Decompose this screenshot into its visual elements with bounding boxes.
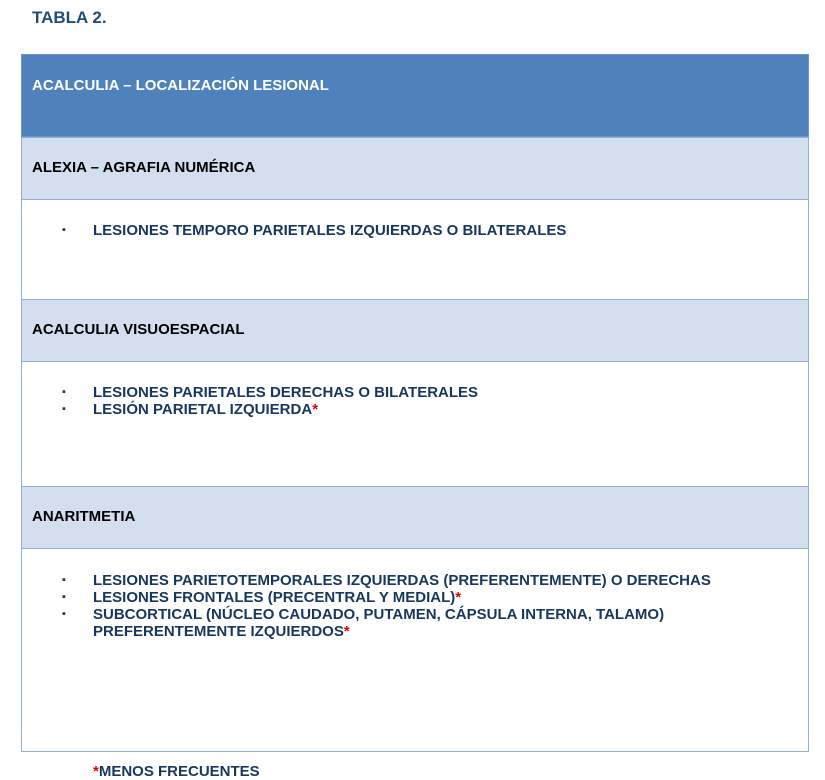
list-item	[62, 384, 743, 401]
lesion-list	[62, 384, 743, 418]
asterisk-mark: *	[455, 589, 462, 606]
section-header-alexia	[21, 137, 809, 200]
bullet-icon: ▪	[62, 608, 66, 620]
item-text: LESIONES FRONTALES (PRECENTRAL Y MEDIAL)	[93, 589, 456, 606]
list-item	[62, 589, 743, 606]
bullet-icon: ▪	[62, 224, 66, 236]
item-text: LESIONES TEMPORO PARIETALES IZQUIERDAS O BILATERALES	[93, 222, 567, 239]
section-header-anaritmetia	[21, 486, 809, 549]
footnote-text: MENOS FRECUENTES	[98, 763, 260, 780]
section-body-visuoespacial	[21, 362, 809, 487]
section-title: ALEXIA – AGRAFIA NUMÉRICA	[32, 159, 256, 176]
lesion-list	[62, 572, 743, 640]
item-text: SUBCORTICAL (NÚCLEO CAUDADO, PUTAMEN, CÁPSULA INTERNA, TALAMO) PREFERENTEMENTE IZQUIERDOS	[93, 606, 665, 640]
lesion-table	[21, 54, 809, 780]
bullet-icon: ▪	[62, 591, 66, 603]
item-text: LESIONES PARIETALES DERECHAS O BILATERALES	[93, 384, 479, 401]
bullet-icon: ▪	[62, 574, 66, 586]
footnote	[93, 763, 260, 780]
table-header-row	[21, 54, 809, 137]
footnote-asterisk: *	[93, 763, 99, 780]
item-text: LESIÓN PARIETAL IZQUIERDA	[93, 401, 313, 418]
bullet-icon: ▪	[62, 403, 66, 415]
list-item	[62, 401, 743, 418]
bullet-icon: ▪	[62, 386, 66, 398]
asterisk-mark: *	[343, 623, 350, 640]
section-title: ACALCULIA VISUOESPACIAL	[32, 321, 245, 338]
lesion-list	[62, 222, 743, 239]
section-header-visuoespacial	[21, 299, 809, 362]
item-text: LESIONES PARIETOTEMPORALES IZQUIERDAS (PREFERENTEMENTE) O DERECHAS	[93, 572, 711, 589]
table-header-title: ACALCULIA – LOCALIZACIÓN LESIONAL	[32, 77, 329, 94]
list-item	[62, 606, 743, 640]
list-item	[62, 572, 743, 589]
list-item	[62, 222, 743, 239]
section-title: ANARITMETIA	[32, 508, 136, 525]
section-body-alexia	[21, 200, 809, 300]
section-body-anaritmetia	[21, 549, 809, 780]
table-caption: TABLA 2.	[32, 8, 107, 27]
asterisk-mark: *	[312, 401, 319, 418]
